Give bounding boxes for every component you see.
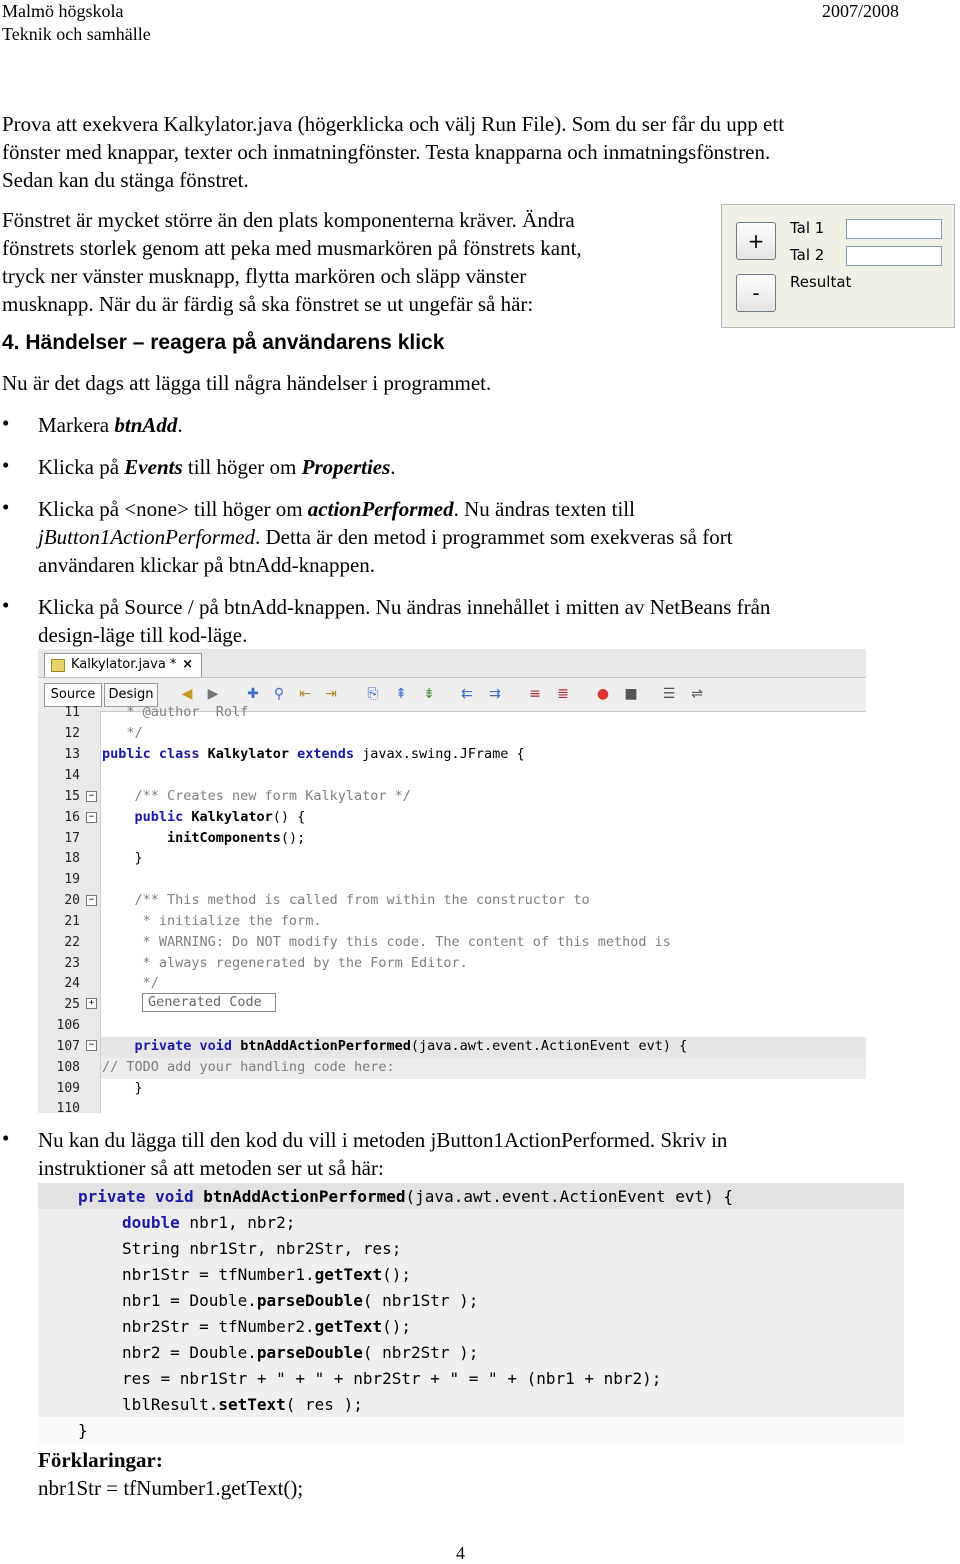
line-number: 17: [64, 831, 80, 846]
line-number: 21: [64, 914, 80, 929]
generated-code-fold[interactable]: Generated Code: [142, 993, 276, 1012]
find-icon[interactable]: ✚: [247, 686, 259, 702]
intro-line: fönster med knappar, texter och inmatningfönster. Testa knapparna och inmatningsfönstren.: [2, 140, 771, 164]
shift-right-icon[interactable]: ⇉: [489, 686, 501, 702]
line-number: 14: [64, 768, 80, 783]
next-bookmark-icon[interactable]: ⇟: [423, 686, 435, 702]
bullet-item-cont: design-läge till kod-läge.: [38, 623, 248, 647]
line-number: 11: [64, 705, 80, 720]
line-number: 107: [56, 1039, 80, 1054]
line-number: 25: [64, 997, 80, 1012]
back-icon[interactable]: ◀: [181, 686, 193, 702]
code-line: }: [102, 1080, 143, 1096]
code-line: public class Kalkylator extends javax.swing.JFrame {: [102, 746, 525, 762]
java-file-icon: [51, 659, 65, 672]
method-code-snippet: [38, 1183, 904, 1444]
code-line: * always regenerated by the Form Editor.: [102, 955, 468, 971]
code-line: /** This method is called from within the constructor to: [102, 892, 590, 908]
uncomment-icon[interactable]: ≣: [557, 686, 569, 702]
line-number: 109: [56, 1081, 80, 1096]
bullet-item: Markera btnAdd.: [38, 413, 183, 437]
code-line: * WARNING: Do NOT modify this code. The content of this method is: [102, 934, 671, 950]
plus-button[interactable]: +: [736, 222, 776, 260]
bullet-item-cont: användaren klickar på btnAdd-knappen.: [38, 553, 376, 577]
line-number: 22: [64, 935, 80, 950]
bullet-dot: •: [2, 411, 10, 435]
explanation-line: nbr1Str = tfNumber1.getText();: [38, 1476, 304, 1500]
fold-collapse-icon[interactable]: −: [86, 812, 97, 823]
code-line: nbr2Str = tfNumber2.getText();: [122, 1317, 411, 1336]
header-school: Malmö högskola: [2, 1, 124, 21]
line-number: 108: [56, 1060, 80, 1075]
code-line: }: [78, 1421, 88, 1440]
code-line: * @author Rolf: [102, 704, 249, 720]
header-dept: Teknik och samhälle: [2, 24, 151, 44]
close-icon[interactable]: ×: [182, 657, 193, 672]
code-line: nbr1Str = tfNumber1.getText();: [122, 1265, 411, 1284]
bullet-item: Klicka på Source / på btnAdd-knappen. Nu ändras innehållet i mitten av NetBeans från: [38, 595, 771, 619]
resize-line: tryck ner vänster musknapp, flytta markören och släpp vänster: [2, 264, 527, 288]
fold-collapse-icon[interactable]: −: [86, 791, 97, 802]
section-heading: 4. Händelser – reagera på användarens klick: [2, 331, 445, 354]
code-line: */: [102, 975, 159, 991]
shift-left-icon[interactable]: ⇇: [461, 686, 473, 702]
line-number: 18: [64, 851, 80, 866]
bullet-item: Klicka på Events till höger om Properties.: [38, 455, 396, 479]
code-line: res = nbr1Str + " + " + nbr2Str + " = " + (nbr1 + nbr2);: [122, 1369, 662, 1388]
resize-line: musknapp. När du är färdig så ska fönstret se ut ungefär så här:: [2, 292, 534, 316]
code-line: /** Creates new form Kalkylator */: [102, 788, 411, 804]
stop-macro-icon[interactable]: ■: [624, 686, 638, 702]
header-year: 2007/2008: [822, 1, 900, 21]
find-next-icon[interactable]: ⇥: [325, 686, 337, 702]
resize-line: Fönstret är mycket större än den plats komponenterna kräver. Ändra: [2, 208, 575, 232]
record-macro-icon[interactable]: ●: [596, 686, 610, 702]
bullet-item: Nu kan du lägga till den kod du vill i metoden jButton1ActionPerformed. Skriv in: [38, 1128, 728, 1152]
code-line: */: [102, 725, 143, 741]
bullet-item-cont: jButton1ActionPerformed. Detta är den metod i programmet som exekveras så fort: [38, 525, 733, 549]
line-number: 12: [64, 726, 80, 741]
search-icon[interactable]: ⚲: [273, 686, 285, 702]
line-number: 110: [56, 1101, 80, 1113]
page-number: 4: [456, 1543, 465, 1563]
minus-button[interactable]: -: [736, 274, 776, 312]
code-line: lblResult.setText( res );: [122, 1395, 363, 1414]
bullet-dot: •: [2, 495, 10, 519]
line-number: 106: [56, 1018, 80, 1033]
bookmark-icon[interactable]: ⎘: [367, 686, 379, 702]
code-line: * initialize the form.: [102, 913, 322, 929]
code-line: double nbr1, nbr2;: [122, 1213, 296, 1232]
code-line: initComponents();: [167, 830, 306, 846]
code-line: // TODO add your handling code here:: [102, 1059, 395, 1075]
label-tal2: Tal 2: [790, 246, 825, 264]
fold-expand-icon[interactable]: +: [86, 998, 97, 1009]
code-line: public Kalkylator() {: [134, 809, 306, 825]
code-line: private void btnAddActionPerformed(java.awt.event.ActionEvent evt) {: [78, 1187, 734, 1206]
tal2-field[interactable]: [846, 246, 942, 266]
resize-line: fönstrets storlek genom att peka med musmarkören på fönstrets kant,: [2, 236, 582, 260]
label-resultat: Resultat: [790, 273, 852, 291]
fold-collapse-icon[interactable]: −: [86, 1040, 97, 1051]
find-previous-icon[interactable]: ⇤: [299, 686, 311, 702]
bullet-item-cont: instruktioner så att metoden ser ut så här:: [38, 1156, 384, 1180]
code-line: nbr2 = Double.parseDouble( nbr2Str );: [122, 1343, 479, 1362]
bullet-dot: •: [2, 453, 10, 477]
line-number: 19: [64, 872, 80, 887]
format-icon[interactable]: ☰: [662, 686, 676, 702]
editor-tab-label: Kalkylator.java *: [71, 657, 177, 672]
label-tal1: Tal 1: [790, 219, 825, 237]
editor-tab-bar: [38, 649, 866, 678]
fold-collapse-icon[interactable]: −: [86, 895, 97, 906]
previous-bookmark-icon[interactable]: ⇞: [395, 686, 407, 702]
section-lead: Nu är det dags att lägga till några händelser i programmet.: [2, 371, 492, 395]
code-line: }: [102, 850, 143, 866]
intro-line: Sedan kan du stänga fönstret.: [2, 168, 249, 192]
match-icon[interactable]: ⇌: [691, 686, 703, 702]
explanations-heading: Förklaringar:: [38, 1448, 163, 1472]
comment-icon[interactable]: ≡: [529, 686, 541, 702]
line-number: 20: [64, 893, 80, 908]
netbeans-editor-screenshot: [38, 649, 866, 1113]
tal1-field[interactable]: [846, 219, 942, 239]
calculator-window-screenshot: [721, 204, 955, 328]
line-number: 13: [64, 747, 80, 762]
tab-source[interactable]: Source: [44, 683, 102, 707]
code-line: private void btnAddActionPerformed(java.awt.event.ActionEvent evt) {: [134, 1038, 688, 1054]
code-line: String nbr1Str, nbr2Str, res;: [122, 1239, 402, 1258]
line-number: 15: [64, 789, 80, 804]
line-number: 23: [64, 956, 80, 971]
forward-icon[interactable]: ▶: [207, 686, 219, 702]
bullet-dot: •: [2, 1126, 10, 1150]
snippet-last-row: [38, 1417, 904, 1444]
line-number: 16: [64, 810, 80, 825]
intro-line: Prova att exekvera Kalkylator.java (högerklicka och välj Run File). Som du ser får du upp ett: [2, 112, 785, 136]
line-number: 24: [64, 976, 80, 991]
tab-design[interactable]: Design: [104, 683, 158, 707]
bullet-dot: •: [2, 593, 10, 617]
bullet-item: Klicka på <none> till höger om actionPerformed. Nu ändras texten till: [38, 497, 635, 521]
editor-tab-kalkylator[interactable]: [44, 653, 202, 677]
code-line: nbr1 = Double.parseDouble( nbr1Str );: [122, 1291, 479, 1310]
